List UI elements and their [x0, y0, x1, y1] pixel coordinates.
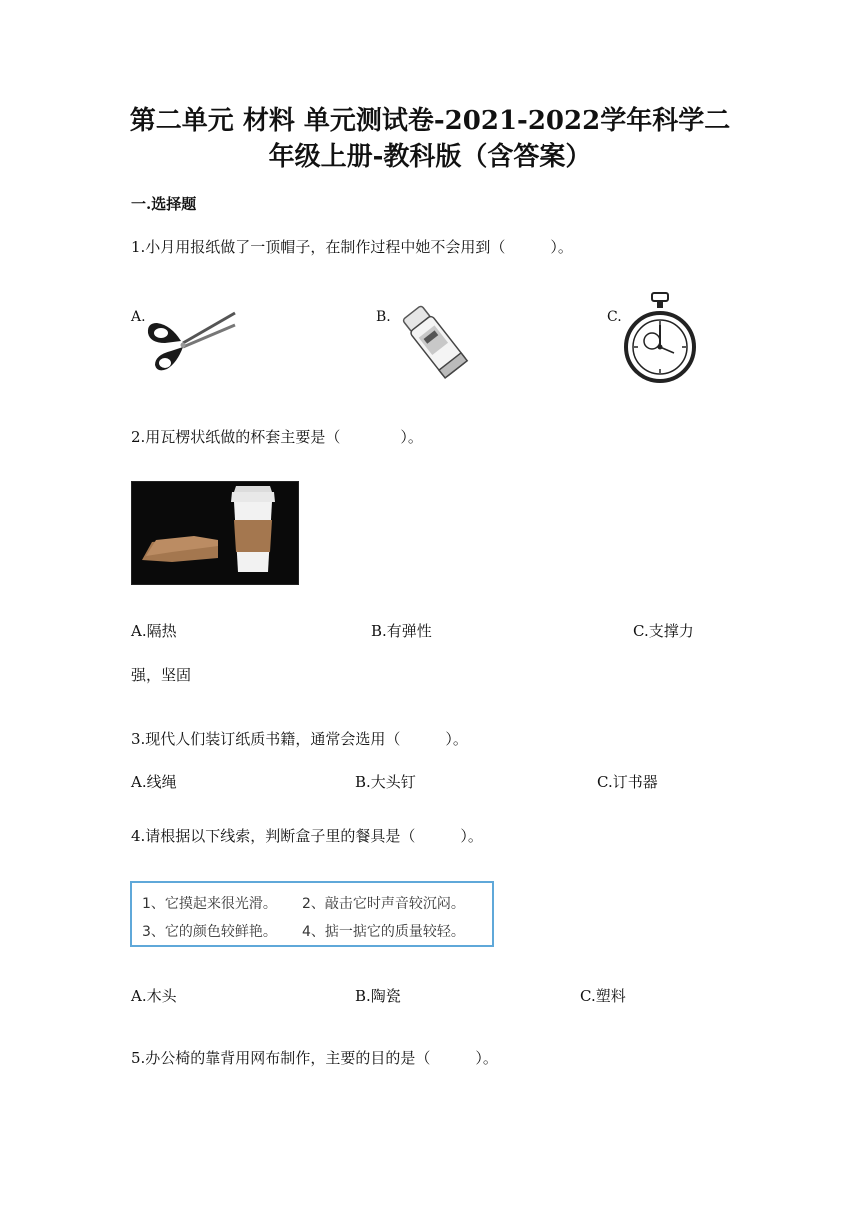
q4-option-c: C.塑料	[580, 987, 626, 1005]
stopwatch-icon	[622, 291, 698, 387]
scissors-icon	[145, 305, 237, 377]
clue-3: 3、它的颜色较鲜艳。	[142, 924, 277, 940]
q2-option-c-continued: 强，坚固	[131, 666, 192, 684]
q1-option-c-label: C.	[607, 309, 622, 325]
question-3-text: 3.现代人们装订纸质书籍，通常会选用（ ）。	[131, 730, 468, 748]
glue-stick-icon	[396, 301, 472, 381]
q1-option-a-label: A.	[131, 309, 146, 325]
q3-option-a: A.线绳	[131, 773, 177, 791]
question-4-text: 4.请根据以下线索，判断盒子里的餐具是（ ）。	[131, 827, 483, 845]
q1-option-b-label: B.	[376, 309, 391, 325]
question-2-text: 2.用瓦楞状纸做的杯套主要是（ ）。	[131, 428, 423, 446]
document-title-line2: 年级上册-教科版（含答案）	[268, 142, 592, 172]
question-5-text: 5.办公椅的靠背用网布制作，主要的目的是（ ）。	[131, 1049, 498, 1067]
q3-option-b: B.大头钉	[355, 773, 416, 791]
clue-2: 2、敲击它时声音较沉闷。	[302, 896, 465, 912]
section-heading: 一.选择题	[131, 195, 197, 213]
clue-4: 4、掂一掂它的质量较轻。	[302, 924, 465, 940]
q2-option-b: B.有弹性	[371, 622, 432, 640]
coffee-cup-sleeve-photo	[131, 481, 299, 585]
q2-option-c: C.支撑力	[633, 622, 694, 640]
q3-option-c: C.订书器	[597, 773, 658, 791]
q2-option-a: A.隔热	[131, 622, 177, 640]
clue-box	[130, 881, 494, 947]
document-title-line1: 第二单元 材料 单元测试卷-2021-2022学年科学二	[129, 106, 731, 136]
question-1-text: 1.小月用报纸做了一顶帽子，在制作过程中她不会用到（ ）。	[131, 238, 573, 256]
q4-option-a: A.木头	[131, 987, 177, 1005]
clue-1: 1、它摸起来很光滑。	[142, 896, 277, 912]
q4-option-b: B.陶瓷	[355, 987, 401, 1005]
